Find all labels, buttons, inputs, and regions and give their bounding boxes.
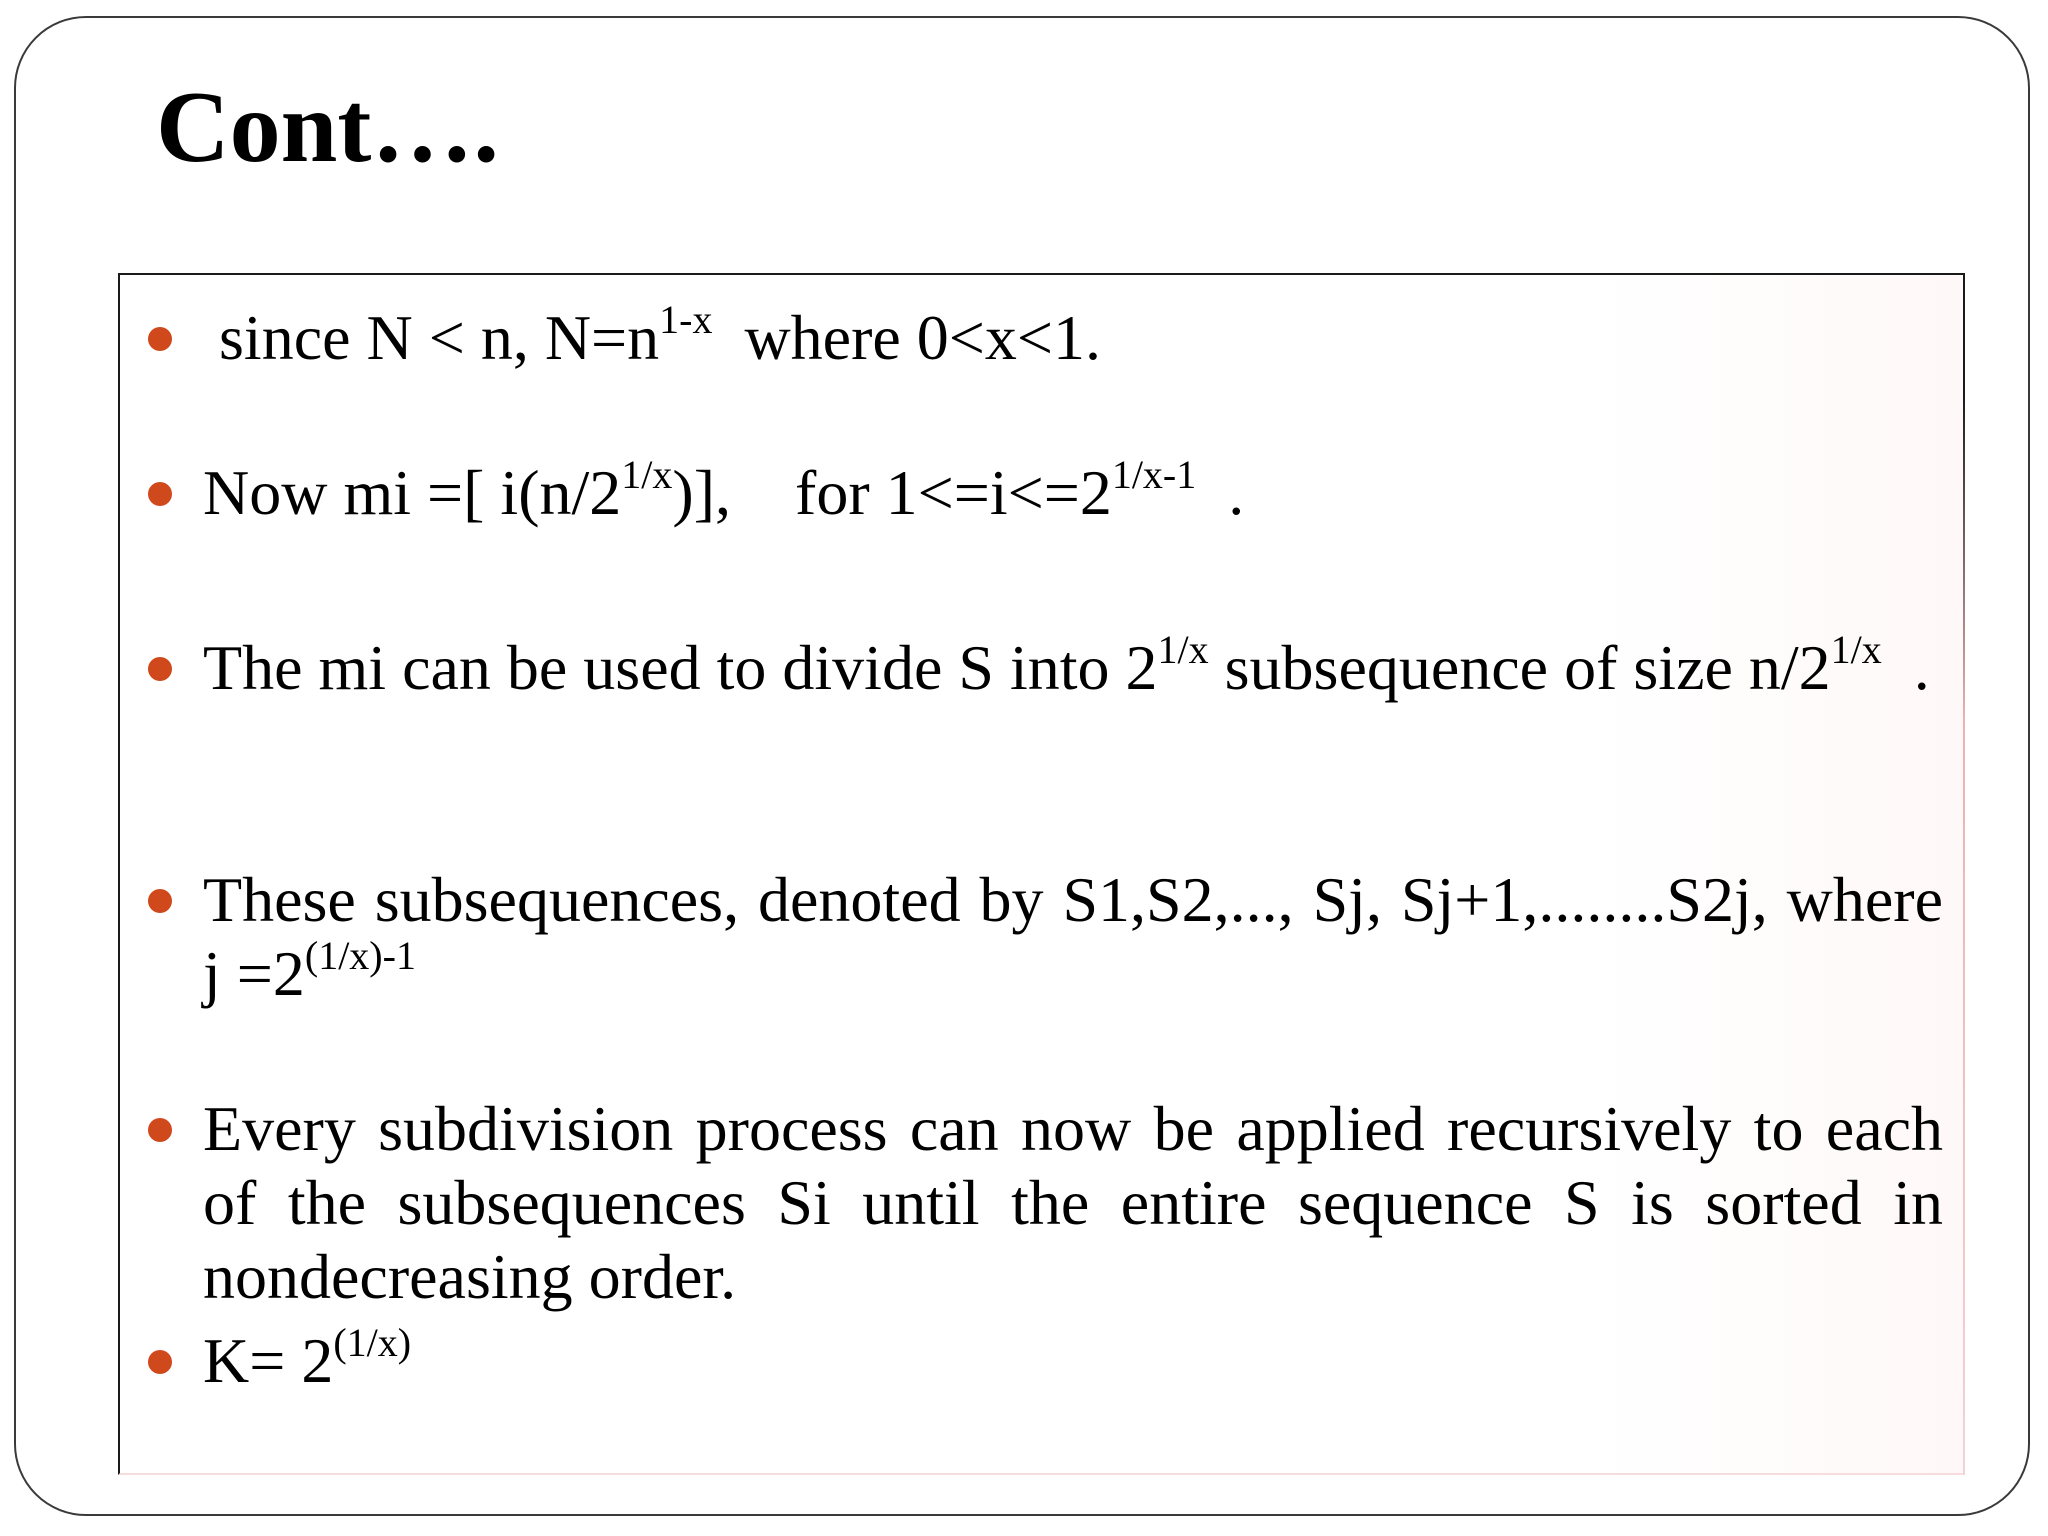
bullet-text: K= 2 [203, 1325, 334, 1396]
superscript: 1/x [1157, 627, 1209, 672]
bullet-text: . [1196, 457, 1245, 528]
superscript: 1/x [1830, 627, 1882, 672]
superscript: 1/x-1 [1111, 452, 1197, 497]
bullet-dot-icon [148, 1118, 172, 1142]
bullet-dot-icon [148, 1350, 172, 1374]
bullet-text: subsequence of size n/2 [1208, 632, 1831, 703]
bullet-text: Now mi =[ i(n/2 [203, 457, 622, 528]
superscript: (1/x) [333, 1320, 412, 1365]
bullet-text: Every subdivision process can now be applied recursively to each of the subsequences Si until the entire sequence S is sorted in nondecreasing order. [203, 1093, 1943, 1312]
bullet-dot-icon [148, 657, 172, 681]
bullet-item-6 [203, 1320, 1943, 1398]
superscript: 1-x [659, 297, 713, 342]
bullet-dot-icon [148, 482, 172, 506]
bullet-text: . [1881, 632, 1930, 703]
bullet-item-1 [203, 297, 1943, 375]
bullet-text: where 0<x<1. [712, 302, 1101, 373]
content-box [118, 273, 1965, 1475]
superscript: (1/x)-1 [304, 933, 416, 978]
bullet-item-4 [203, 863, 1943, 1011]
bullet-item-2 [203, 452, 1943, 530]
superscript: 1/x [621, 452, 673, 497]
bullet-text: )], for 1<=i<=2 [672, 457, 1112, 528]
slide-title: Cont…. [156, 71, 499, 184]
bullet-dot-icon [148, 327, 172, 351]
bullet-text: since N < n, N=n [203, 302, 660, 373]
bullet-text: These subsequences, denoted by S1,S2,..., Sj, Sj+1,........S2j, where j =2 [203, 864, 1943, 1009]
slide-frame [14, 16, 2030, 1516]
bullet-text: The mi can be used to divide S into 2 [203, 632, 1158, 703]
bullet-dot-icon [148, 889, 172, 913]
bullet-item-5 [203, 1092, 1943, 1314]
bullet-item-3 [203, 627, 1943, 705]
